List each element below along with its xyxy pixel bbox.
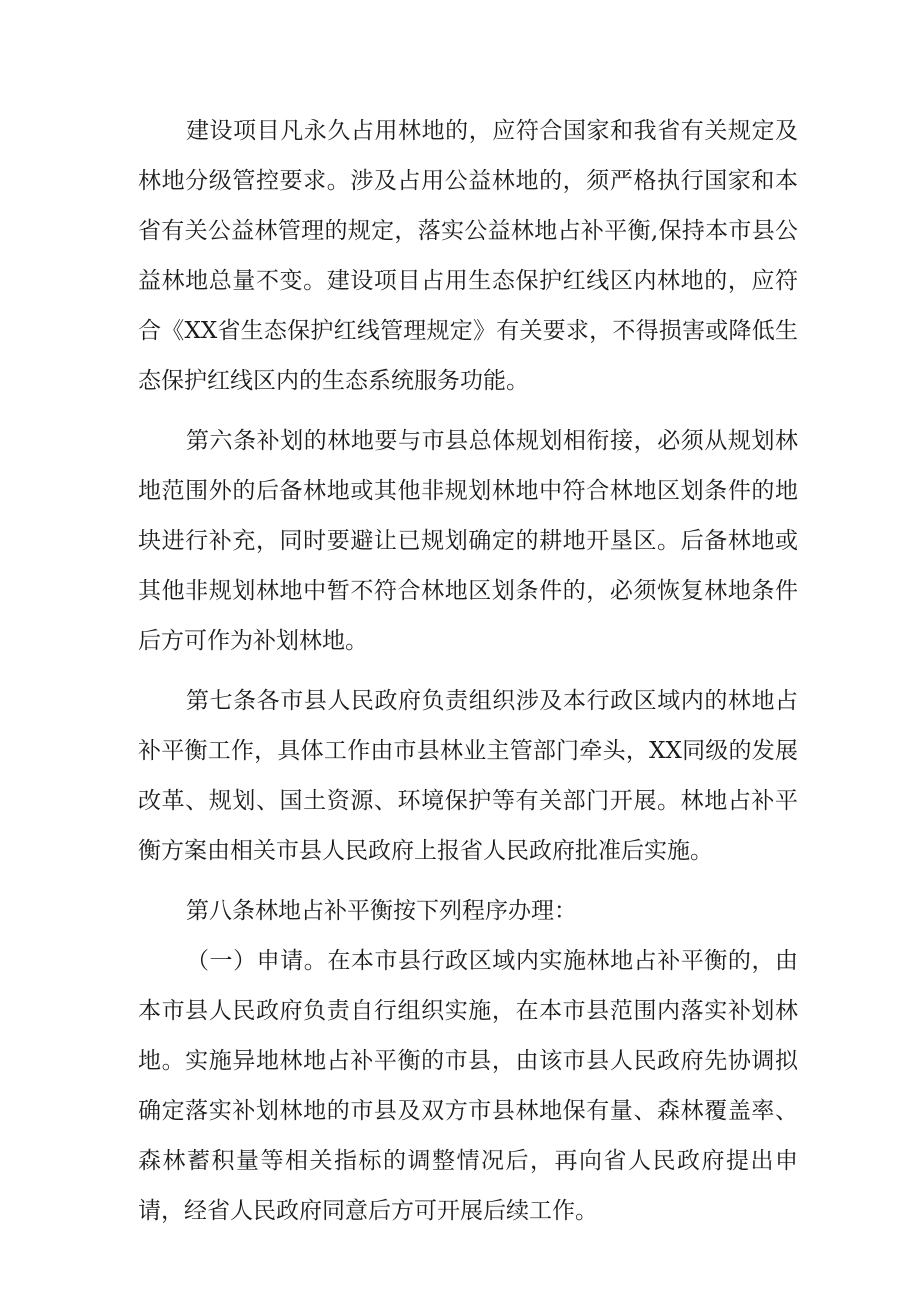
paragraph-line: 确定落实补划林地的市县及双方市县林地保有量、森林覆盖率、 bbox=[138, 1098, 798, 1124]
paragraph-line: 补平衡工作，具体工作由市县林业主管部门牵头，XX同级的发展 bbox=[138, 738, 798, 764]
paragraph-line: 请，经省人民政府同意后方可开展后续工作。 bbox=[138, 1198, 598, 1224]
paragraph-line: 合《XX省生态保护红线管理规定》有关要求，不得损害或降低生 bbox=[138, 318, 798, 344]
paragraph-line: 益林地总量不变。建设项目占用生态保护红线区内林地的，应符 bbox=[138, 268, 798, 294]
paragraph-line: 第八条林地占补平衡按下列程序办理： bbox=[186, 898, 577, 924]
paragraph-line: 本市县人民政府负责自行组织实施，在本市县范围内落实补划林 bbox=[138, 998, 798, 1024]
paragraph-line: 森林蓄积量等相关指标的调整情况后，再向省人民政府提出申 bbox=[138, 1148, 798, 1174]
paragraph-line: 改革、规划、国土资源、环境保护等有关部门开展。林地占补平 bbox=[138, 788, 798, 814]
paragraph-line: 地范围外的后备林地或其他非规划林地中符合林地区划条件的地 bbox=[138, 478, 798, 504]
paragraph-line: 态保护红线区内的生态系统服务功能。 bbox=[138, 368, 529, 394]
paragraph-line: 其他非规划林地中暂不符合林地区划条件的，必须恢复林地条件 bbox=[138, 578, 798, 604]
paragraph-line: 林地分级管控要求。涉及占用公益林地的，须严格执行国家和本 bbox=[138, 168, 798, 194]
paragraph-line: 省有关公益林管理的规定，落实公益林地占补平衡,保持本市县公 bbox=[138, 218, 798, 244]
paragraph-line: 地。实施异地林地占补平衡的市县，由该市县人民政府先协调拟 bbox=[138, 1048, 798, 1074]
paragraph-line: 第七条各市县人民政府负责组织涉及本行政区域内的林地占 bbox=[186, 688, 798, 714]
paragraph-line: 衡方案由相关市县人民政府上报省人民政府批准后实施。 bbox=[138, 838, 713, 864]
paragraph-line: 块进行补充，同时要避让已规划确定的耕地开垦区。后备林地或 bbox=[138, 528, 798, 554]
paragraph-line: 后方可作为补划林地。 bbox=[138, 628, 368, 654]
paragraph-line: （一）申请。在本市县行政区域内实施林地占补平衡的，由 bbox=[186, 948, 798, 974]
paragraph-line: 建设项目凡永久占用林地的，应符合国家和我省有关规定及 bbox=[186, 118, 798, 144]
paragraph-line: 第六条补划的林地要与市县总体规划相衔接，必须从规划林 bbox=[186, 428, 798, 454]
